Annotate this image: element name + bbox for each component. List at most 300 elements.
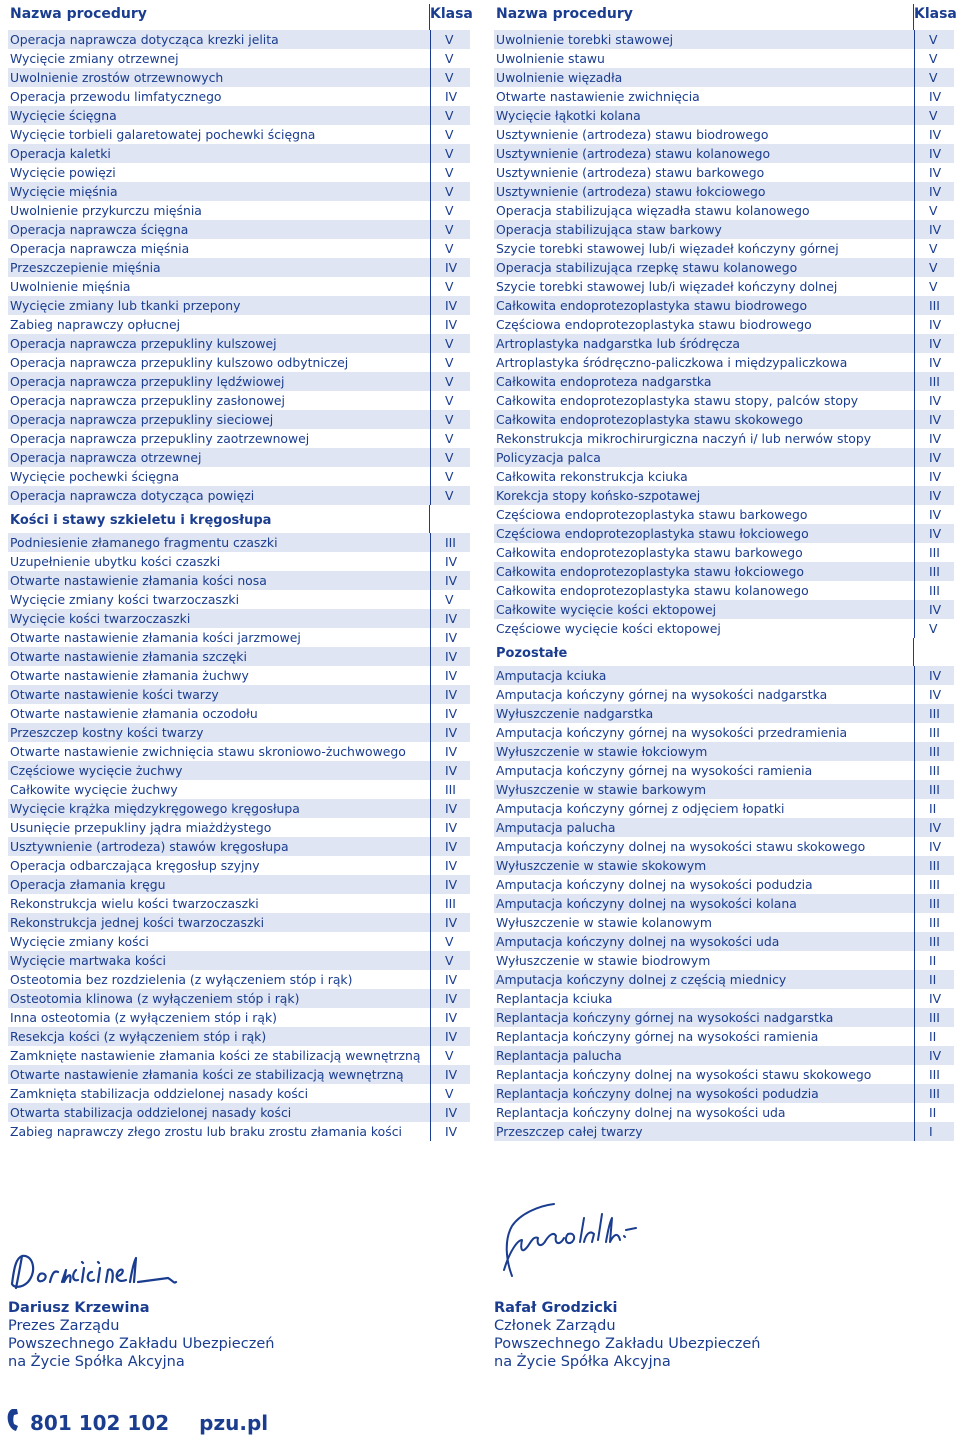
procedure-name: Operacja złamania kręgu xyxy=(8,875,430,894)
table-row xyxy=(494,486,954,505)
table-row xyxy=(494,372,954,391)
procedure-name: Otwarte nastawienie złamania kości jarzmowej xyxy=(10,630,301,645)
procedure-class: III xyxy=(914,780,954,799)
table-row xyxy=(8,609,470,628)
table-row xyxy=(8,201,470,220)
procedure-name: Amputacja kończyny dolnej z częścią miednicy xyxy=(494,970,914,989)
procedure-name: Uwolnienie więzadła xyxy=(494,68,914,87)
section-heading-bones xyxy=(8,505,470,533)
procedure-class: IV xyxy=(914,410,954,429)
procedure-name: Rekonstrukcja jednej kości twarzoczaszki xyxy=(8,913,430,932)
procedure-class: III xyxy=(430,894,470,913)
procedure-class: III xyxy=(430,533,470,552)
table-row xyxy=(494,353,954,372)
procedure-name: Otwarte nastawienie zwichnięcia xyxy=(496,89,700,104)
table-row xyxy=(8,1103,470,1122)
procedure-class: V xyxy=(430,163,470,182)
table-row xyxy=(494,391,954,410)
table-row xyxy=(8,533,470,552)
procedure-name: Całkowita endoprotezoplastyka stawu kolanowego xyxy=(496,583,809,598)
procedure-class: II xyxy=(914,970,954,989)
procedure-class: III xyxy=(914,581,954,600)
procedure-class: IV xyxy=(430,856,470,875)
table-row xyxy=(494,875,954,894)
table-row xyxy=(494,780,954,799)
table-row xyxy=(494,799,954,818)
table-row xyxy=(8,1046,470,1065)
procedure-name: Otwarte nastawienie złamania żuchwy xyxy=(10,668,249,683)
table-row xyxy=(494,125,954,144)
procedure-name: Operacja stabilizująca więzadła stawu kolanowego xyxy=(496,203,810,218)
procedure-class: V xyxy=(914,201,954,220)
left-rows-bones xyxy=(8,533,470,1141)
table-row xyxy=(494,894,954,913)
procedure-name: Wycięcie kości twarzoczaszki xyxy=(8,609,430,628)
procedure-class: III xyxy=(914,913,954,932)
procedure-name: Operacja naprawcza przepukliny lędźwiowej xyxy=(8,372,430,391)
procedure-name: Wycięcie martwaka kości xyxy=(8,951,430,970)
procedure-name: Osteotomia bez rozdzielenia (z wyłączeniem stóp i rąk) xyxy=(10,972,353,987)
procedure-class: V xyxy=(430,30,470,49)
left-rows-general xyxy=(8,30,470,505)
website-link[interactable]: pzu.pl xyxy=(199,1410,269,1435)
procedure-name: Usunięcie przepukliny jądra miażdżystego xyxy=(10,820,272,835)
procedure-name: Amputacja kończyny górnej na wysokości przedramienia xyxy=(496,725,848,740)
procedure-class: IV xyxy=(430,628,470,647)
procedure-name: Całkowita rekonstrukcja kciuka xyxy=(496,469,688,484)
procedure-name: Wycięcie zmiany kości twarzoczaszki xyxy=(10,592,240,607)
procedure-class: II xyxy=(914,799,954,818)
table-row xyxy=(8,590,470,609)
table-row xyxy=(494,543,954,562)
procedure-class: IV xyxy=(430,1103,470,1122)
table-row xyxy=(494,761,954,780)
procedure-name: Operacja naprawcza dotycząca powięzi xyxy=(8,486,430,505)
procedure-class: V xyxy=(430,334,470,353)
table-row xyxy=(8,704,470,723)
procedure-class: IV xyxy=(430,1122,470,1141)
procedure-class: V xyxy=(430,353,470,372)
signature-krzewina xyxy=(8,1248,178,1294)
procedure-class: IV xyxy=(430,989,470,1008)
table-row xyxy=(8,353,470,372)
procedure-name: Amputacja kończyny dolnej na wysokości stawu skokowego xyxy=(496,839,866,854)
table-row xyxy=(8,1122,470,1141)
procedure-name: Całkowita endoprotezoplastyka stawu biodrowego xyxy=(494,296,914,315)
table-row xyxy=(8,68,470,87)
table-row xyxy=(494,932,954,951)
procedure-class: IV xyxy=(430,647,470,666)
procedure-class: IV xyxy=(914,837,954,856)
procedure-name: Częściowa endoprotezoplastyka stawu biodrowego xyxy=(496,317,812,332)
procedure-name: Amputacja kończyny dolnej na wysokości podudzia xyxy=(496,877,813,892)
procedure-class: IV xyxy=(914,505,954,524)
table-row xyxy=(8,780,470,799)
table-row xyxy=(494,723,954,742)
header-class: Klasa xyxy=(914,6,957,22)
table-row xyxy=(494,467,954,486)
procedure-class: IV xyxy=(430,723,470,742)
table-row xyxy=(494,1027,954,1046)
procedure-name: Replantacja kończyny górnej na wysokości nadgarstka xyxy=(494,1008,914,1027)
table-row xyxy=(8,334,470,353)
table-row xyxy=(494,989,954,1008)
signatory-org: Powszechnego Zakładu Ubezpieczeń xyxy=(494,1336,761,1352)
procedure-name: Szycie torebki stawowej lub/i więzadeł kończyny górnej xyxy=(496,241,839,256)
procedure-class: III xyxy=(430,780,470,799)
table-row xyxy=(8,296,470,315)
table-row xyxy=(494,951,954,970)
procedure-name: Otwarta stabilizacja oddzielonej nasady kości xyxy=(8,1103,430,1122)
table-row xyxy=(494,296,954,315)
section-heading-other xyxy=(494,638,954,666)
procedure-name: Usztywnienie (artrodeza) stawu kolanowego xyxy=(494,144,914,163)
procedure-name: Częściowe wycięcie kości ektopowej xyxy=(496,621,721,636)
procedure-class: IV xyxy=(430,609,470,628)
procedure-name: Amputacja palucha xyxy=(494,818,914,837)
table-row xyxy=(494,1065,954,1084)
procedure-name: Uwolnienie torebki stawowej xyxy=(494,30,914,49)
table-row xyxy=(8,628,470,647)
procedure-class: V xyxy=(914,239,954,258)
table-row xyxy=(494,581,954,600)
table-row xyxy=(494,619,954,638)
procedure-name: Korekcja stopy końsko-szpotawej xyxy=(494,486,914,505)
section-title: Kości i stawy szkieletu i kręgosłupa xyxy=(10,513,272,528)
procedure-class: IV xyxy=(914,467,954,486)
procedure-name: Wycięcie ścięgna xyxy=(8,106,430,125)
procedure-name: Operacja odbarczająca kręgosłup szyjny xyxy=(10,858,260,873)
left-table-header xyxy=(8,4,473,24)
procedure-name: Policyzacja palca xyxy=(494,448,914,467)
procedure-class: IV xyxy=(430,685,470,704)
table-row xyxy=(8,239,470,258)
procedure-class: IV xyxy=(914,220,954,239)
procedure-class: IV xyxy=(914,353,954,372)
table-row xyxy=(494,277,954,296)
procedure-class: IV xyxy=(914,524,954,543)
procedure-class: IV xyxy=(430,742,470,761)
procedure-class: III xyxy=(914,742,954,761)
table-row xyxy=(8,970,470,989)
procedure-name: Operacja naprawcza przepukliny zaotrzewnowej xyxy=(10,431,310,446)
procedure-name: Szycie torebki stawowej lub/i więzadeł kończyny dolnej xyxy=(496,279,838,294)
procedure-name: Otwarte nastawienie kości twarzy xyxy=(8,685,430,704)
table-row xyxy=(494,1008,954,1027)
procedure-class: V xyxy=(430,951,470,970)
table-row xyxy=(494,258,954,277)
procedure-name: Przeszczepienie mięśnia xyxy=(8,258,430,277)
table-row xyxy=(494,913,954,932)
procedure-name: Wycięcie zmiany otrzewnej xyxy=(10,51,179,66)
procedure-class: IV xyxy=(430,87,470,106)
signatory-org: na Życie Spółka Akcyjna xyxy=(494,1354,671,1370)
procedure-class: IV xyxy=(430,571,470,590)
procedure-name: Amputacja kciuka xyxy=(494,666,914,685)
table-row xyxy=(8,856,470,875)
procedure-name: Otwarte nastawienie złamania kości ze stabilizacją wewnętrzną xyxy=(8,1065,430,1084)
procedure-class: III xyxy=(914,372,954,391)
procedure-class: III xyxy=(914,875,954,894)
procedure-class: IV xyxy=(914,666,954,685)
procedure-class: V xyxy=(430,49,470,68)
procedure-name: Zabieg naprawczy złego zrostu lub braku zrostu złamania kości xyxy=(10,1124,402,1139)
phone-icon xyxy=(6,1408,24,1437)
procedure-name: Przeszczep całej twarzy xyxy=(494,1122,914,1141)
table-row xyxy=(8,182,470,201)
table-row xyxy=(494,315,954,334)
procedure-name: Usztywnienie (artrodeza) stawu łokciowego xyxy=(494,182,914,201)
table-row xyxy=(8,106,470,125)
procedure-class: IV xyxy=(430,1065,470,1084)
procedure-name: Operacja przewodu limfatycznego xyxy=(10,89,222,104)
procedure-class: III xyxy=(914,1084,954,1103)
table-row xyxy=(494,182,954,201)
procedure-class: III xyxy=(914,894,954,913)
table-row xyxy=(494,448,954,467)
procedure-name: Osteotomia klinowa (z wyłączeniem stóp i rąk) xyxy=(8,989,430,1008)
table-row xyxy=(8,87,470,106)
procedure-class: I xyxy=(914,1122,954,1141)
procedure-name: Replantacja kończyny górnej na wysokości ramienia xyxy=(496,1029,819,1044)
table-row xyxy=(8,144,470,163)
right-rows-joints xyxy=(494,30,954,638)
signatory-1 xyxy=(8,1299,274,1371)
procedure-class: III xyxy=(914,296,954,315)
table-row xyxy=(8,894,470,913)
table-row xyxy=(8,391,470,410)
table-row xyxy=(8,125,470,144)
table-row xyxy=(494,87,954,106)
procedure-class: V xyxy=(430,144,470,163)
table-row xyxy=(8,258,470,277)
procedure-class: IV xyxy=(914,163,954,182)
table-row xyxy=(8,277,470,296)
phone-number[interactable]: 801 102 102 xyxy=(30,1410,170,1435)
procedure-class: V xyxy=(914,49,954,68)
procedure-name: Całkowita endoprotezoplastyka stawu łokciowego xyxy=(494,562,914,581)
procedure-name: Operacja naprawcza ścięgna xyxy=(8,220,430,239)
procedure-name: Częściowa endoprotezoplastyka stawu barkowego xyxy=(496,507,808,522)
signatory-2 xyxy=(494,1299,760,1371)
procedure-class: V xyxy=(430,239,470,258)
table-row xyxy=(494,1084,954,1103)
procedure-name: Resekcja kości (z wyłączeniem stóp i rąk) xyxy=(8,1027,430,1046)
procedure-name: Rekonstrukcja wielu kości twarzoczaszki xyxy=(10,896,259,911)
procedure-name: Wyłuszczenie nadgarstka xyxy=(494,704,914,723)
procedure-name: Całkowite wycięcie kości ektopowej xyxy=(494,600,914,619)
procedure-name: Inna osteotomia (z wyłączeniem stóp i rąk) xyxy=(10,1010,277,1025)
procedure-class: IV xyxy=(430,258,470,277)
table-row xyxy=(494,837,954,856)
table-row xyxy=(494,429,954,448)
procedure-name: Otwarte nastawienie zwichnięcia stawu skroniowo-żuchwowego xyxy=(10,744,406,759)
table-row xyxy=(494,334,954,353)
procedure-class: IV xyxy=(914,391,954,410)
procedure-name: Otwarte nastawienie złamania kości nosa xyxy=(8,571,430,590)
procedure-name: Wycięcie krążka międzykręgowego kręgosłupa xyxy=(8,799,430,818)
procedure-class: IV xyxy=(430,761,470,780)
procedure-name: Usztywnienie (artrodeza) stawu barkowego xyxy=(496,165,765,180)
procedure-name: Otwarte nastawienie złamania oczodołu xyxy=(10,706,258,721)
table-row xyxy=(494,704,954,723)
procedure-class: IV xyxy=(914,87,954,106)
procedure-class: V xyxy=(430,125,470,144)
procedure-class: V xyxy=(430,372,470,391)
procedure-name: Operacja naprawcza przepukliny sieciowej xyxy=(8,410,430,429)
procedure-class: IV xyxy=(430,799,470,818)
procedure-class: IV xyxy=(430,837,470,856)
table-row xyxy=(8,30,470,49)
procedure-name: Uzupełnienie ubytku kości czaszki xyxy=(10,554,221,569)
table-row xyxy=(8,875,470,894)
table-row xyxy=(8,932,470,951)
table-row xyxy=(494,163,954,182)
procedure-class: V xyxy=(430,220,470,239)
table-row xyxy=(8,163,470,182)
procedure-name: Replantacja kończyny dolnej na wysokości podudzia xyxy=(494,1084,914,1103)
procedure-name: Wycięcie łąkotki kolana xyxy=(494,106,914,125)
left-table xyxy=(8,4,473,1141)
procedure-class: III xyxy=(914,1065,954,1084)
table-row xyxy=(494,742,954,761)
procedure-class: IV xyxy=(430,666,470,685)
procedure-class: III xyxy=(914,723,954,742)
table-row xyxy=(494,970,954,989)
procedure-name: Operacja naprawcza otrzewnej xyxy=(8,448,430,467)
procedure-class: IV xyxy=(430,875,470,894)
table-row xyxy=(8,49,470,68)
procedure-name: Zamknięte nastawienie złamania kości ze stabilizacją wewnętrzną xyxy=(10,1048,421,1063)
procedure-name: Replantacja kończyny dolnej na wysokości uda xyxy=(496,1105,786,1120)
procedure-name: Wyłuszczenie w stawie barkowym xyxy=(494,780,914,799)
table-row xyxy=(8,761,470,780)
right-table xyxy=(494,4,957,1141)
procedure-class: V xyxy=(914,619,954,638)
procedure-class: III xyxy=(914,704,954,723)
table-row xyxy=(494,220,954,239)
procedure-class: III xyxy=(914,761,954,780)
procedure-class: II xyxy=(914,951,954,970)
table-row xyxy=(8,647,470,666)
table-row xyxy=(494,856,954,875)
procedure-name: Wyłuszczenie w stawie biodrowym xyxy=(496,953,711,968)
procedure-class: IV xyxy=(914,182,954,201)
procedure-name: Usztywnienie (artrodeza) stawu biodrowego xyxy=(496,127,769,142)
table-row xyxy=(8,448,470,467)
procedure-class: V xyxy=(914,68,954,87)
procedure-name: Podniesienie złamanego fragmentu czaszki xyxy=(8,533,430,552)
procedure-class: IV xyxy=(430,1008,470,1027)
procedure-name: Przeszczep kostny kości twarzy xyxy=(8,723,430,742)
procedure-name: Operacja naprawcza przepukliny kulszowej xyxy=(8,334,430,353)
procedure-name: Amputacja kończyny dolnej na wysokości uda xyxy=(494,932,914,951)
procedure-name: Operacja naprawcza przepukliny zasłonowej xyxy=(10,393,285,408)
procedure-class: V xyxy=(430,429,470,448)
procedure-name: Replantacja kciuka xyxy=(496,991,613,1006)
procedure-name: Wycięcie mięśnia xyxy=(8,182,430,201)
procedure-class: III xyxy=(914,856,954,875)
table-row xyxy=(494,1122,954,1141)
procedure-class: IV xyxy=(914,334,954,353)
signatory-name: Rafał Grodzicki xyxy=(494,1300,618,1316)
section-title: Pozostałe xyxy=(496,646,568,661)
procedure-class: V xyxy=(430,448,470,467)
table-row xyxy=(494,666,954,685)
procedure-class: V xyxy=(430,106,470,125)
procedure-class: IV xyxy=(914,448,954,467)
procedure-class: IV xyxy=(430,315,470,334)
table-row xyxy=(494,201,954,220)
table-row xyxy=(8,467,470,486)
table-row xyxy=(494,49,954,68)
table-row xyxy=(494,1103,954,1122)
table-row xyxy=(494,144,954,163)
table-row xyxy=(8,837,470,856)
procedure-name: Uwolnienie zrostów otrzewnowych xyxy=(8,68,430,87)
procedure-name: Amputacja kończyny górnej z odjęciem łopatki xyxy=(496,801,785,816)
procedure-class: IV xyxy=(430,704,470,723)
procedure-name: Rekonstrukcja mikrochirurgiczna naczyń i/ lub nerwów stopy xyxy=(496,431,872,446)
table-row xyxy=(8,571,470,590)
signatory-role: Członek Zarządu xyxy=(494,1318,616,1334)
signature-grodzicki xyxy=(498,1200,648,1280)
procedure-class: V xyxy=(914,30,954,49)
procedure-class: IV xyxy=(914,989,954,1008)
procedure-class: III xyxy=(914,562,954,581)
procedure-class: V xyxy=(430,1084,470,1103)
procedure-name: Amputacja kończyny górnej na wysokości ramienia xyxy=(496,763,813,778)
procedure-name: Otwarte nastawienie złamania szczęki xyxy=(8,647,430,666)
table-row xyxy=(8,372,470,391)
procedure-name: Całkowita endoprotezoplastyka stawu stopy, palców stopy xyxy=(496,393,859,408)
procedure-class: IV xyxy=(430,1027,470,1046)
procedure-name: Zamknięta stabilizacja oddzielonej nasady kości xyxy=(10,1086,309,1101)
signatory-org: Powszechnego Zakładu Ubezpieczeń xyxy=(8,1336,275,1352)
table-row xyxy=(8,951,470,970)
table-row xyxy=(494,68,954,87)
table-row xyxy=(494,106,954,125)
procedure-class: III xyxy=(914,1008,954,1027)
procedure-name: Replantacja kończyny dolnej na wysokości stawu skokowego xyxy=(496,1067,872,1082)
procedure-class: IV xyxy=(914,600,954,619)
signatory-org: na Życie Spółka Akcyjna xyxy=(8,1354,185,1370)
procedure-class: II xyxy=(914,1027,954,1046)
table-row xyxy=(494,600,954,619)
procedure-name: Artroplastyka nadgarstka lub śródręcza xyxy=(494,334,914,353)
procedure-name: Wyłuszczenie w stawie skokowym xyxy=(494,856,914,875)
procedure-class: IV xyxy=(914,429,954,448)
procedure-name: Operacja naprawcza mięśnia xyxy=(10,241,190,256)
procedure-name: Częściowa endoprotezoplastyka stawu łokciowego xyxy=(494,524,914,543)
table-row xyxy=(494,505,954,524)
procedure-class: V xyxy=(430,68,470,87)
table-row xyxy=(494,239,954,258)
table-row xyxy=(8,685,470,704)
procedure-class: II xyxy=(914,1103,954,1122)
procedure-class: V xyxy=(430,201,470,220)
table-row xyxy=(8,1084,470,1103)
procedure-class: V xyxy=(430,1046,470,1065)
procedure-name: Amputacja kończyny dolnej na wysokości kolana xyxy=(494,894,914,913)
table-row xyxy=(8,410,470,429)
procedure-name: Wyłuszczenie w stawie kolanowym xyxy=(496,915,712,930)
table-row xyxy=(8,666,470,685)
table-row xyxy=(8,1065,470,1084)
procedure-class: V xyxy=(914,106,954,125)
table-row xyxy=(494,818,954,837)
right-rows-other xyxy=(494,666,954,1141)
